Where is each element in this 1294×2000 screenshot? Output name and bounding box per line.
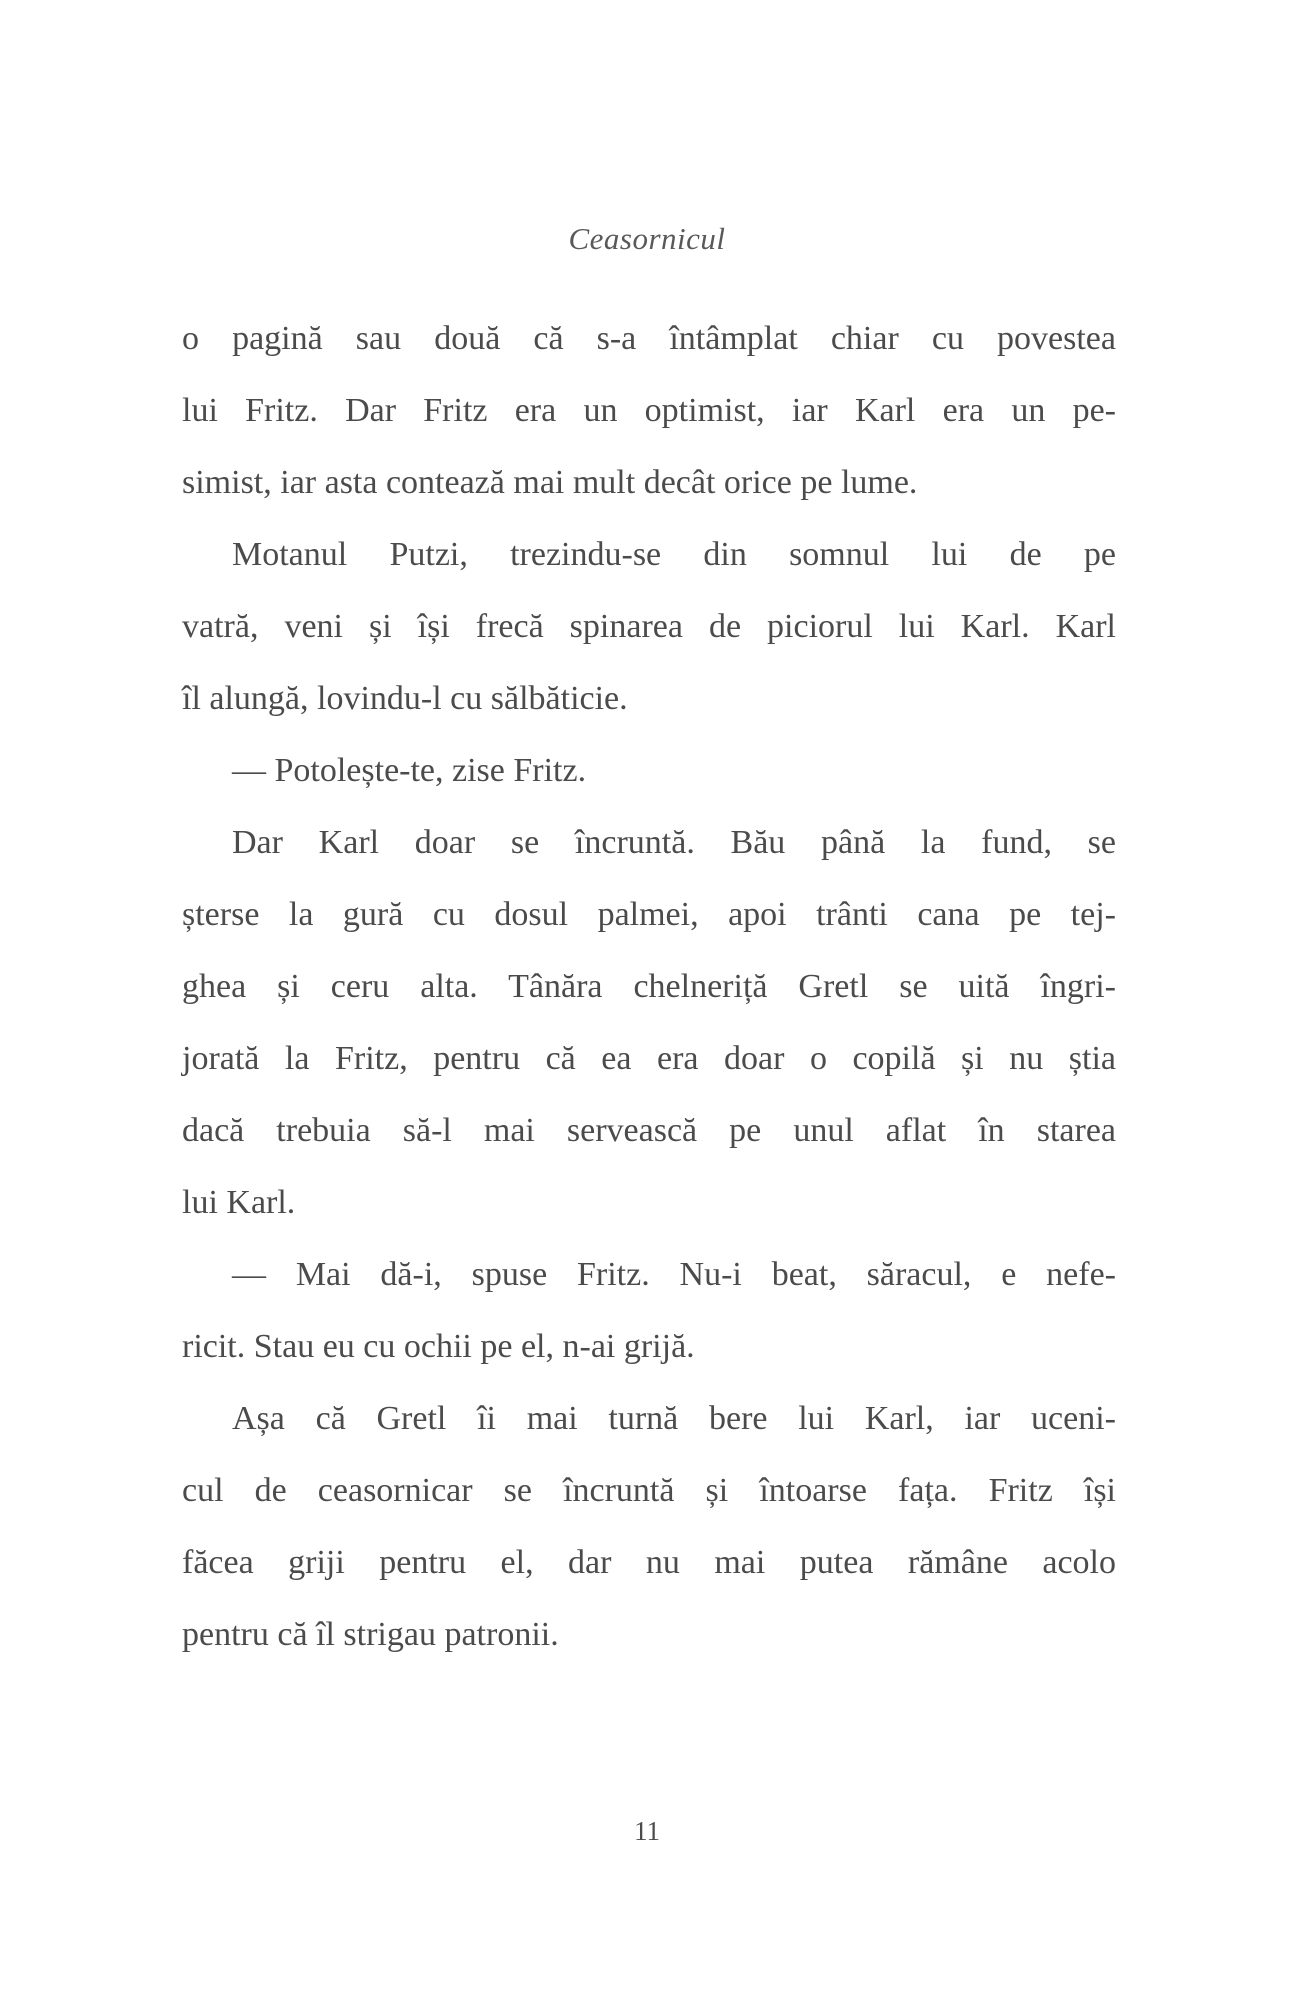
text-line: cul de ceasornicar se încruntă și întoarse fața. Fritz își bbox=[182, 1472, 1116, 1509]
text-line: — Potolește-te, zise Fritz. bbox=[232, 752, 587, 789]
text-line: dacă trebuia să-l mai servească pe unul aflat în starea bbox=[182, 1112, 1116, 1149]
page-number: 11 bbox=[634, 1816, 660, 1846]
text-line: Dar Karl doar se încruntă. Bău până la fund, se bbox=[232, 824, 1116, 861]
text-line: o pagină sau două că s-a întâmplat chiar cu povestea bbox=[182, 320, 1116, 357]
text-line: ghea și ceru alta. Tânăra chelneriță Gretl se uită îngri- bbox=[182, 968, 1116, 1005]
text-line: șterse la gură cu dosul palmei, apoi trânti cana pe tej- bbox=[182, 896, 1116, 933]
text-line: simist, iar asta contează mai mult decât orice pe lume. bbox=[182, 464, 918, 501]
text-line: lui Karl. bbox=[182, 1184, 296, 1221]
text-line: vatră, veni și își frecă spinarea de piciorul lui Karl. Karl bbox=[182, 608, 1116, 645]
text-line: Așa că Gretl îi mai turnă bere lui Karl, iar uceni- bbox=[232, 1400, 1116, 1437]
text-line: ricit. Stau eu cu ochii pe el, n-ai grijă. bbox=[182, 1328, 695, 1365]
text-line: lui Fritz. Dar Fritz era un optimist, iar Karl era un pe- bbox=[182, 392, 1116, 429]
text-line: — Mai dă-i, spuse Fritz. Nu-i beat, săracul, e nefe- bbox=[232, 1256, 1116, 1293]
text-line: Motanul Putzi, trezindu-se din somnul lui de pe bbox=[232, 536, 1116, 573]
body-text-block bbox=[182, 303, 1116, 1671]
text-line: jorată la Fritz, pentru că ea era doar o copilă și nu știa bbox=[182, 1040, 1116, 1077]
text-line: pentru că îl strigau patronii. bbox=[182, 1616, 559, 1653]
text-line: îl alungă, lovindu-l cu sălbăticie. bbox=[182, 680, 628, 717]
text-line: făcea griji pentru el, dar nu mai putea rămâne acolo bbox=[182, 1544, 1116, 1581]
running-head-title: Ceasornicul bbox=[568, 221, 726, 256]
